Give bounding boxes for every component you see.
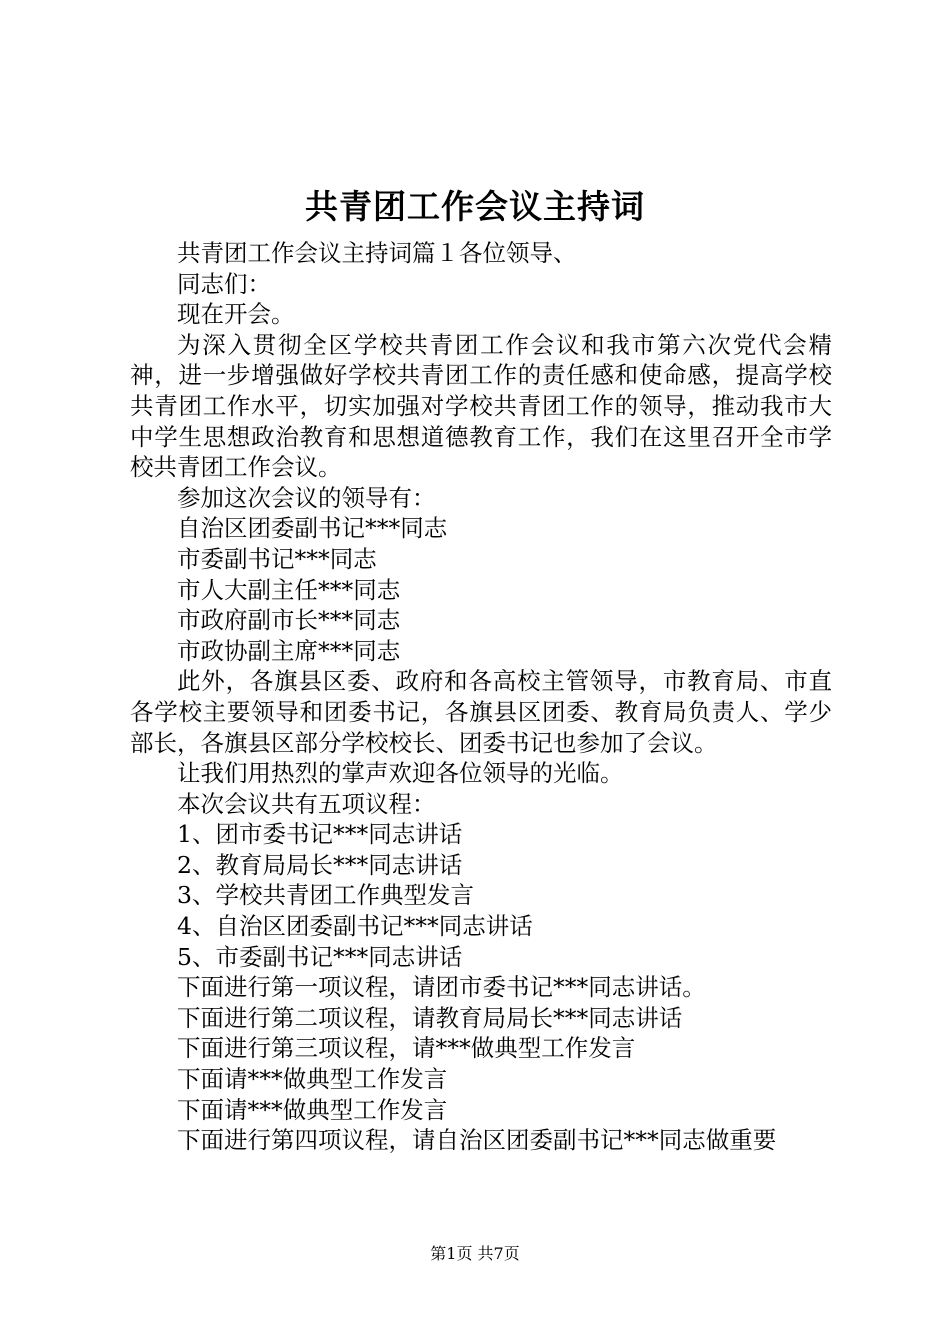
paragraph: 下面进行第三项议程，请***做典型工作发言: [177, 1034, 636, 1063]
paragraph: 此外，各旗县区委、政府和各高校主管领导，市教育局、市直各学校主要领导和团委书记，各旗县区团委、教育局负责人、学少部长，各旗县区部分学校校长、团委书记也参加了会议。: [130, 667, 832, 757]
paragraph: 下面进行第二项议程，请教育局局长***同志讲话: [177, 1003, 683, 1032]
paragraph: 3、学校共青团工作典型发言: [177, 881, 474, 910]
paragraph: 下面请***做典型工作发言: [177, 1095, 448, 1124]
paragraph: 下面进行第四项议程，请自治区团委副书记***同志做重要: [177, 1126, 777, 1155]
paragraph: 市人大副主任***同志: [177, 575, 401, 604]
paragraph: 参加这次会议的领导有：: [177, 483, 436, 512]
paragraph: 2、教育局局长***同志讲话: [177, 850, 463, 879]
paragraph: 下面请***做典型工作发言: [177, 1065, 448, 1094]
paragraph: 共青团工作会议主持词篇１各位领导、: [177, 239, 577, 267]
paragraph: 1、团市委书记***同志讲话: [177, 820, 463, 849]
paragraph: 市政协副主席***同志: [177, 636, 401, 665]
paragraph: 让我们用热烈的掌声欢迎各位领导的光临。: [177, 759, 624, 788]
document-body: [130, 238, 832, 1156]
paragraph: 现在开会。: [177, 300, 295, 329]
paragraph: 市政府副市长***同志: [177, 606, 401, 635]
paragraph: 本次会议共有五项议程：: [177, 789, 436, 818]
paragraph: 下面进行第一项议程，请团市委书记***同志讲话。: [177, 973, 706, 1002]
paragraph: 为深入贯彻全区学校共青团工作会议和我市第六次党代会精神，进一步增强做好学校共青团工作的责任感和使命感，提高学校共青团工作水平，切实加强对学校共青团工作的领导，推动我市大中学生思想政治教育和思想道德教育工作，我们在这里召开全市学校共青团工作会议。: [130, 330, 832, 482]
document-title: 共青团工作会议主持词: [305, 187, 645, 226]
paragraph: 自治区团委副书记***同志: [177, 514, 448, 543]
page-footer: 第1页 共7页: [430, 1244, 520, 1263]
paragraph: 同志们：: [177, 269, 271, 298]
paragraph: 市委副书记***同志: [177, 544, 377, 573]
paragraph: 4、自治区团委副书记***同志讲话: [177, 912, 533, 941]
paragraph: 5、市委副书记***同志讲话: [177, 942, 463, 971]
